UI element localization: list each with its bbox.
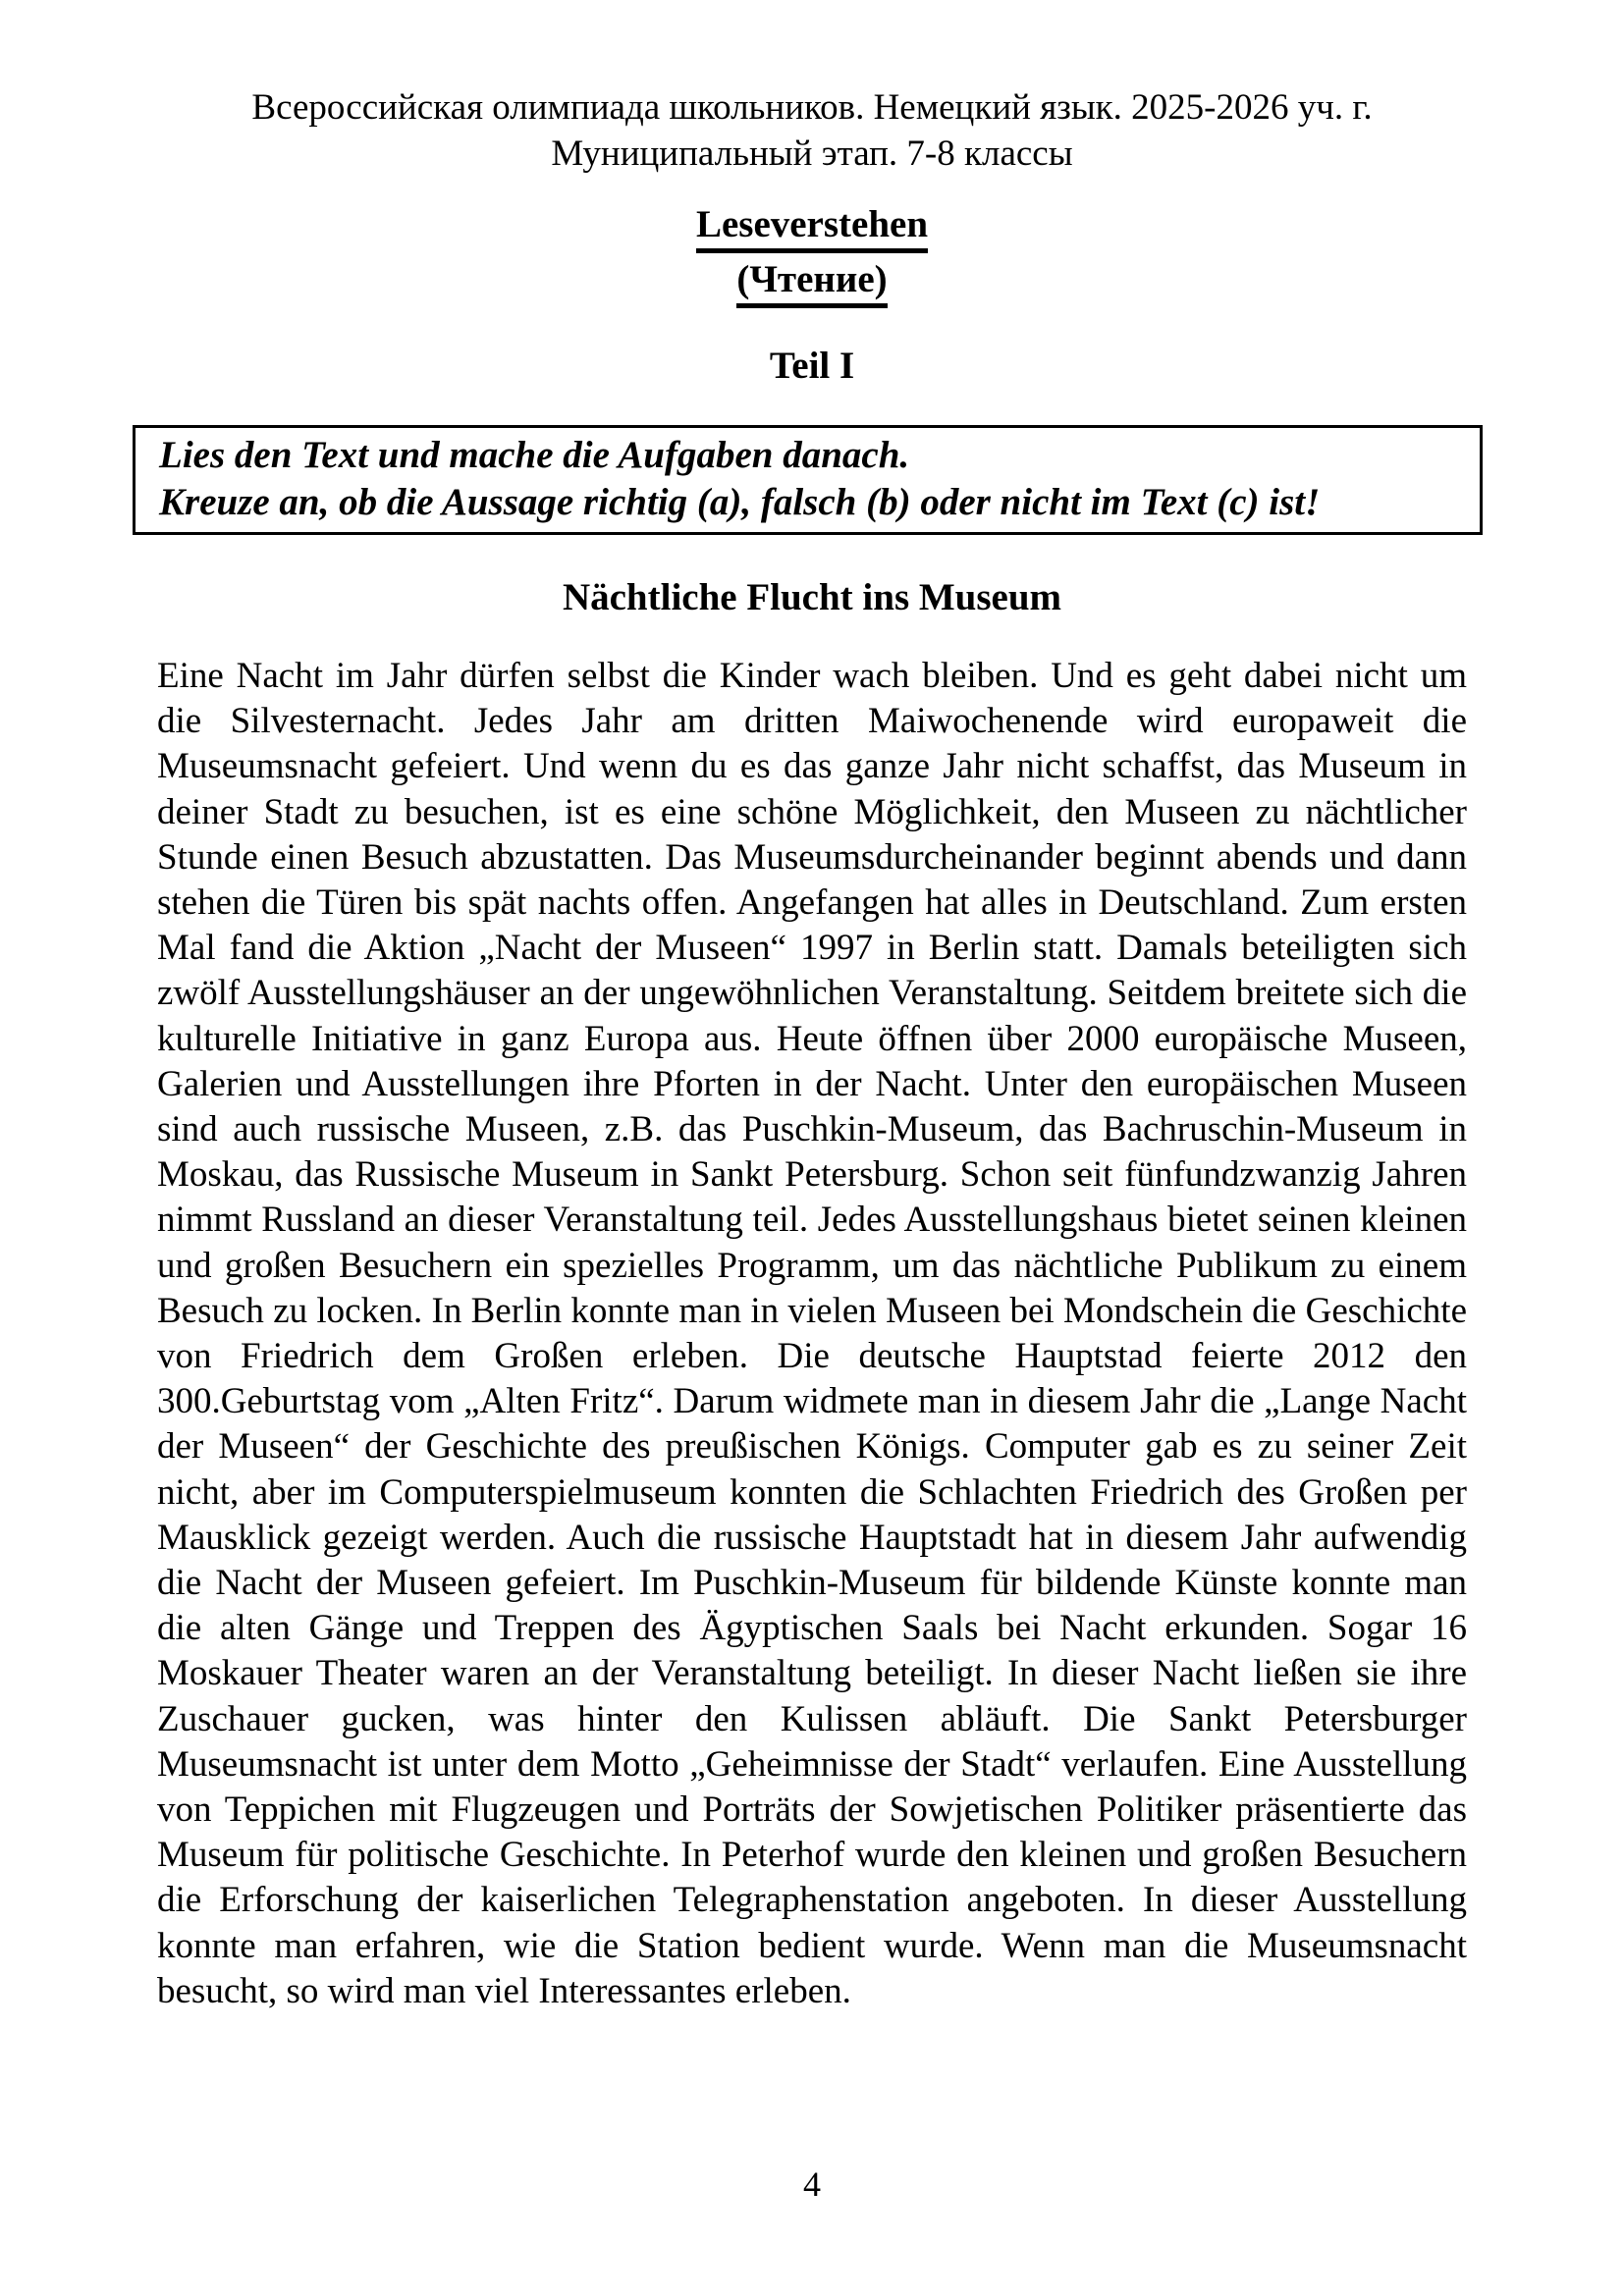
page-number: 4 (803, 2164, 821, 2204)
part-label: Teil I (769, 345, 855, 387)
section-subtitle: (Чтение) (736, 257, 887, 308)
instruction-line-1: Lies den Text und mache die Aufgaben danach. (159, 434, 910, 476)
reading-text-paragraph: Eine Nacht im Jahr dürfen selbst die Kinder wach bleiben. Und es geht dabei nicht um die Silvesternacht. Jedes Jahr am dritten Maiwochenende wird europaweit die Museumsnacht gefeiert. Und wenn du es das ganze Jahr nicht schaffst, das Museum in deiner Stadt zu besuchen, ist es eine schöne Möglichkeit, den Museen zu nächtlicher Stunde einen Besuch abzustatten. Das Museumsdurcheinander beginnt abends und dann stehen die Türen bis spät nachts offen. Angefangen hat alles in Deutschland. Zum ersten Mal fand die Aktion „Nacht der Museen“ 1997 in Berlin statt. Damals beteiligten sich zwölf Ausstellungshäuser an der ungewöhnlichen Veranstaltung. Seitdem breitete sich die kulturelle Initiative in ganz Europa aus. Heute öffnen über 2000 europäische Museen, Galerien und Ausstellungen ihre Pforten in der Nacht. Unter den europäischen Museen sind auch russische Museen, z.B. das Puschkin-Museum, das Bachruschin-Museum in Moskau, das Russische Museum in Sankt Petersburg. Schon seit fünfundzwanzig Jahren nimmt Russland an dieser Veranstaltung teil. Jedes Ausstellungshaus bietet seinen kleinen und großen Besuchern ein spezielles Programm, um das nächtliche Publikum zu einem Besuch zu locken. In Berlin konnte man in vielen Museen bei Mondschein die Geschichte von Friedrich dem Großen erleben. Die deutsche Hauptstad feierte 2012 den 300.Geburtstag vom „Alten Fritz“. Darum widmete man in diesem Jahr die „Lange Nacht der Museen“ der Geschichte des preußischen Königs. Computer gab es zu seiner Zeit nicht, aber im Computerspielmuseum konnten die Schlachten Friedrich des Großen per Mausklick gezeigt werden. Auch die russische Hauptstadt hat in diesem Jahr aufwendig die Nacht der Museen gefeiert. Im Puschkin-Museum für bildende Künste konnte man die alten Gänge und Treppen des Ägyptischen Saals bei Nacht erkunden. Sogar 16 Moskauer Theater waren an der Veranstaltung beteiligt. In dieser Nacht ließen sie ihre Zuschauer gucken, was hinter den Kulissen abläuft. Die Sankt Petersburger Museumsnacht ist unter dem Motto „Geheimnisse der Stadt“ verlaufen. Eine Ausstellung von Teppichen mit Flugzeugen und Porträts der Sowjetischen Politiker präsentierte das Museum für politische Geschichte. In Peterhof wurde den kleinen und großen Besuchern die Erforschung der kaiserlichen Telegraphenstation angeboten. In dieser Ausstellung konnte man erfahren, wie die Station bedient wurde. Wenn man die Museumsnacht besucht, so wird man viel Interessantes erleben. (157, 656, 1467, 2011)
instruction-box (133, 425, 1483, 535)
header-line-2: Муниципальный этап. 7-8 классы (551, 133, 1073, 174)
section-title-wrap (0, 202, 1624, 253)
header-line-1: Всероссийская олимпиада школьников. Немецкий язык. 2025-2026 уч. г. (251, 87, 1373, 128)
section-subtitle-wrap (0, 257, 1624, 308)
section-title: Leseverstehen (696, 202, 928, 253)
instruction-line-2: Kreuze an, ob die Aussage richtig (a), falsch (b) oder nicht im Text (c) ist! (159, 481, 1321, 523)
reading-text-title: Nächtliche Flucht ins Museum (562, 576, 1062, 618)
page-header (0, 84, 1624, 177)
